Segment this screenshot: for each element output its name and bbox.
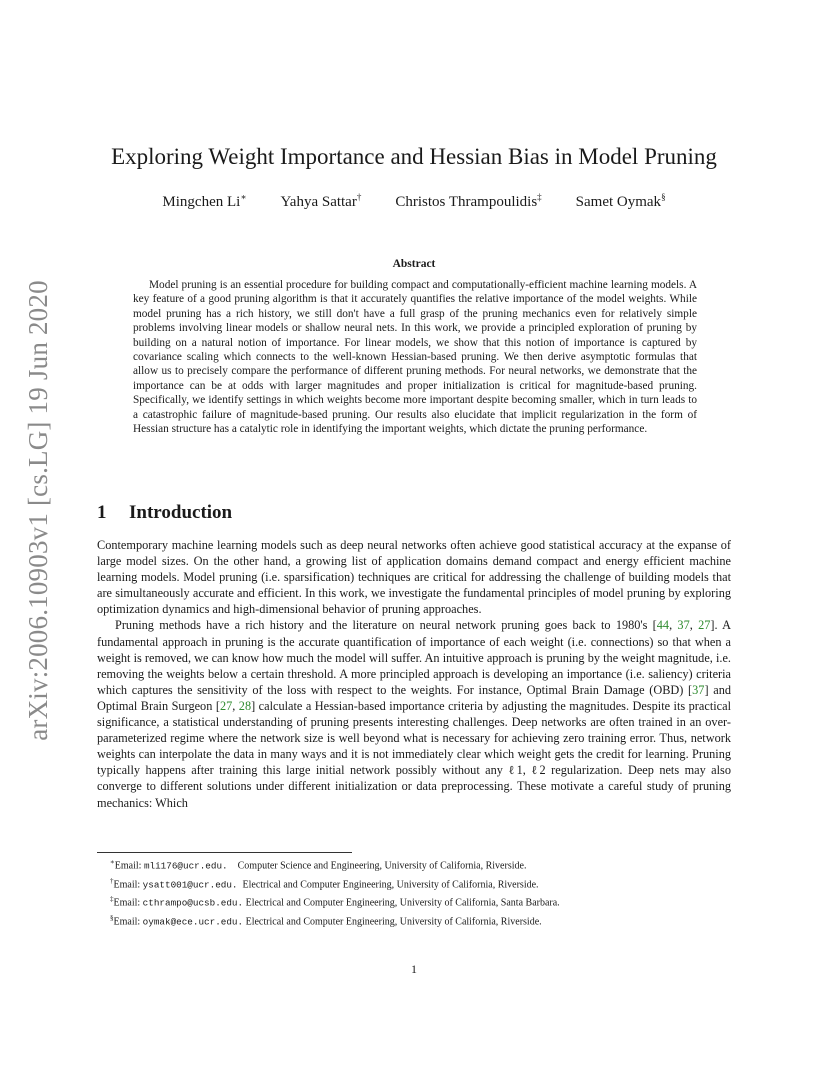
footnote-label: Email: [114,860,144,872]
author-name: Christos Thrampoulidis [395,194,538,210]
citation-link[interactable]: 28 [238,698,252,713]
citation-link[interactable]: 27 [698,618,711,633]
abstract-text: Model pruning is an essential procedure for building compact and computationally-efficient machine learning models. A key feature of a good pruning algorithm is that it accurately quantifies the relative importance of the model weights. While model pruning has a rich history, we still don't have a full grasp of the pruning mechanics even for relatively simple problems involving linear models or shallow neural nets. In this work, we provide a principled exploration of pruning by building on a natural notion of importance. For linear models, we show that this notion of importance is captured by covariance scaling which connects to the well-known Hessian-based pruning. We then derive asymptotic formulas that allow us to precisely compare the performance of different pruning methods. For neural networks, we demonstrate that the importance can be at odds with larger magnitudes and proper initialization is critical for magnitude-based pruning. Specifically, we identify settings in which weights become more important despite becoming smaller, which in turn leads to a catastrophic failure of magnitude-based pruning. Our results also elucidate that implicit regularization in the form of Hessian structure has a catalytic role in identifying the important weights, which dictate the pruning performance. [133,279,697,436]
paragraph-text: , [669,618,678,633]
footnote-email: mli176@ucr.edu. [143,860,228,872]
footnote-label: Email: [113,878,143,890]
footnote-email: cthrampo@ucsb.edu. [142,897,244,909]
footnote-affiliation: Electrical and Computer Engineering, University of California, Riverside. [245,915,542,927]
footnote-email: oymak@ece.ucr.edu. [142,915,244,927]
author-mark: ∗ [240,192,247,202]
footnote-mark: ∗ [110,858,115,866]
footnote-rule [97,852,352,853]
introduction-body [97,537,731,811]
arxiv-stamp-text: arXiv:2006.10903v1 [cs.LG] 19 Jun 2020 [22,279,53,741]
author-mark: † [356,192,362,202]
footnote [110,892,730,911]
paragraph [97,617,731,810]
footnote-mark: ‡ [110,895,114,904]
footnote-affiliation: Electrical and Computer Engineering, University of California, Riverside. [242,878,539,890]
author [280,192,361,211]
footnote [110,911,730,930]
paragraph-text: ] and Optimal Brain Surgeon [ [97,682,731,713]
paragraph-text: Pruning methods have a rich history and the literature on neural network pruning goes back to 1980's [ [115,618,657,633]
section-number: 1 [97,502,107,523]
footnote-label: Email: [113,897,143,909]
author-name: Mingchen Li [162,194,241,210]
footnote-affiliation: Electrical and Computer Engineering, University of California, Santa Barbara. [245,897,560,909]
citation-link[interactable]: 27 [219,698,233,713]
footnote-affiliation: Computer Science and Engineering, University of California, Riverside. [237,860,527,872]
author-name: Yahya Sattar [280,194,357,210]
citation-link[interactable]: 37 [677,618,690,633]
paragraph: Contemporary machine learning models such as deep neural networks often achieve good statistical accuracy at the expanse of large model sizes. On the other hand, a growing list of application domains demand compact and energy efficient machine learning models. Model pruning (i.e. sparsification) techniques are critical for addressing the challenge of building models that are simultaneously accurate and efficient. In this work, we investigate the fundamental principles of model pruning by exploring optimization dynamics and high-dimensional behavior of pruning approaches. [97,538,731,617]
author-mark: § [661,192,666,202]
citation-link[interactable]: 44 [656,618,670,633]
author [576,192,666,211]
author [395,192,541,211]
footnotes [110,855,730,929]
footnote [110,874,730,893]
page-number: 1 [411,962,417,976]
abstract-heading: Abstract [392,258,436,270]
footnote [110,855,730,874]
paragraph-text: ]. A fundamental approach in pruning is the accurate quantification of importance of each weight (i.e. connections) so that when a weight is removed, we can know how much the model will suffer. An intuitive approach is pruning by the weight magnitude, i.e. removing the weights below a certain threshold. A more principled approach is developing an importance (i.e. saliency) criteria which captures the sensitivity of the loss with respect to the weights. For instance, Optimal Brain Damage (OBD) [ [97,618,731,697]
citation-link[interactable]: 37 [692,682,705,697]
paper-title: Exploring Weight Importance and Hessian Bias in Model Pruning [111,144,717,169]
paragraph-text: , [232,698,239,713]
footnote-mark: † [110,876,114,885]
section-heading [97,502,232,524]
section-title: Introduction [129,502,233,523]
footnote-mark: § [110,913,114,922]
author [162,192,246,211]
author-list [0,192,828,211]
footnote-label: Email: [113,915,143,927]
author-name: Samet Oymak [575,194,662,210]
author-mark: ‡ [537,192,542,202]
footnote-email: ysatt001@ucr.edu. [142,878,238,890]
paragraph-text: ] calculate a Hessian-based importance criteria by adjusting the magnitudes. Despite its practical significance, a statistical understanding of pruning presents interesting challenges. Deep networks are often trained in an over-parameterized regime where the network size is well beyond what is necessary for achieving zero training error. Thus, network weights can interpolate the data in many ways and it is not immediately clear which weight gets the credit for learning. Pruning typically happens after training this large initial network possibly without any ℓ1, ℓ2 regularization. Deep nets may also converge to different solutions under different initialization or data preprocessing. These motivate a careful study of pruning mechanics: Which [97,698,731,810]
arxiv-stamp [18,279,58,741]
paragraph-text: , [689,618,699,633]
